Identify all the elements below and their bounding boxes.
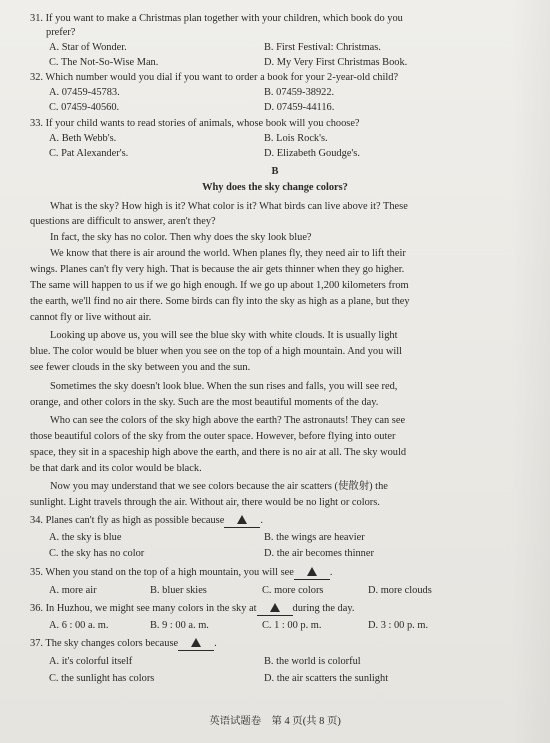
passage-line: orange, and other colors in the sky. Such are the most beautiful moments of the day. (30, 397, 379, 408)
triangle-icon (270, 603, 280, 612)
question-31-cont: prefer? (46, 27, 76, 38)
triangle-icon (237, 515, 247, 524)
question-34-tail: . (260, 515, 263, 526)
question-35 (0, 566, 550, 580)
option-36-d: D. 3 : 00 p. m. (368, 620, 429, 631)
option-32-b: B. 07459-38922. (264, 87, 335, 98)
question-37 (0, 637, 550, 651)
passage-line: blue. The color would be bluer when you see on the top of a high mountain. And you will (30, 346, 403, 357)
passage-line: Now you may understand that we see colors because the air scatters (使散射) the (50, 481, 388, 492)
option-33-b: B. Lois Rock's. (264, 133, 328, 144)
section-letter: B (271, 166, 279, 177)
passage-line: Sometimes the sky doesn't look blue. When the sun rises and falls, you will see red, (50, 381, 398, 392)
passage-line: space, they sit in a spaceship high above the earth, and there is no air at all. The sky would (30, 447, 407, 458)
passage-line: In fact, the sky has no color. Then why does the sky look blue? (50, 232, 312, 243)
question-36 (0, 602, 550, 616)
answer-blank-34 (224, 514, 260, 528)
option-33-c: C. Pat Alexander's. (49, 148, 129, 159)
option-32-d: D. 07459-44116. (264, 102, 335, 113)
option-31-c: C. The Not-So-Wise Man. (49, 57, 159, 68)
option-32-c: C. 07459-40560. (49, 102, 120, 113)
option-31-b: B. First Festival: Christmas. (264, 42, 381, 53)
answer-blank-35 (294, 566, 330, 580)
answer-blank-36 (257, 602, 293, 616)
passage-title: Why does the sky change colors? (202, 182, 348, 193)
passage-line: be that dark and its color would be black. (30, 463, 202, 474)
option-31-d: D. My Very First Christmas Book. (264, 57, 408, 68)
passage-line: wings. Planes can't fly very high. That is because the air gets thinner when they go higher. (30, 264, 405, 275)
question-37-tail: . (214, 638, 217, 649)
option-31-a: A. Star of Wonder. (49, 42, 127, 53)
question-31: 31. If you want to make a Christmas plan together with your children, which book do you (30, 13, 403, 24)
triangle-icon (307, 567, 317, 576)
option-33-d: D. Elizabeth Goudge's. (264, 148, 360, 159)
passage-line: What is the sky? How high is it? What color is it? What birds can live above it? These (50, 201, 408, 212)
question-32: 32. Which number would you dial if you want to order a book for your 2-year-old child? (30, 72, 399, 83)
question-35-stem: 35. When you stand on the top of a high mountain, you will see (30, 567, 294, 578)
option-32-a: A. 07459-45783. (49, 87, 120, 98)
option-35-c: C. more colors (262, 585, 324, 596)
passage-line: The same will happen to us if we go high enough. If we go up about 1,200 kilometers from (30, 280, 409, 291)
option-37-b: B. the world is colorful (264, 656, 361, 667)
question-36-tail: during the day. (292, 603, 355, 614)
passage-line: sunlight. Light travels through the air. Without air, there would be no light or colors. (30, 497, 380, 508)
passage-line: the earth, we'll find no air there. Some birds can fly into the sky as high as a plane, but they (30, 296, 410, 307)
option-35-d: D. more clouds (368, 585, 432, 596)
passage-line: cannot fly or live without air. (30, 312, 152, 323)
question-36-stem: 36. In Huzhou, we might see many colors in the sky at (30, 603, 257, 614)
question-33: 33. If your child wants to read stories of animals, whose book will you choose? (30, 118, 360, 129)
option-37-d: D. the air scatters the sunlight (264, 673, 389, 684)
page-edge-shadow (510, 0, 550, 743)
option-34-c: C. the sky has no color (49, 548, 145, 559)
option-34-a: A. the sky is blue (49, 532, 122, 543)
triangle-icon (191, 638, 201, 647)
option-37-a: A. it's colorful itself (49, 656, 133, 667)
option-33-a: A. Beth Webb's. (49, 133, 117, 144)
passage-line: see fewer clouds in the sky between you and the sun. (30, 362, 251, 373)
option-36-c: C. 1 : 00 p. m. (262, 620, 322, 631)
option-34-b: B. the wings are heavier (264, 532, 365, 543)
passage-line: Who can see the colors of the sky high above the earth? The astronauts! They can see (50, 415, 406, 426)
option-34-d: D. the air becomes thinner (264, 548, 374, 559)
passage-line: We know that there is air around the world. When planes fly, they need air to lift their (50, 248, 406, 259)
question-34 (0, 514, 550, 528)
option-35-a: A. more air (49, 585, 97, 596)
answer-blank-37 (178, 637, 214, 651)
question-34-stem: 34. Planes can't fly as high as possible because (30, 515, 225, 526)
passage-line: those beautiful colors of the sky from the outer space. However, before flying into outer (30, 431, 396, 442)
passage-line: Looking up above us, you will see the blue sky with white clouds. It is usually light (50, 330, 398, 341)
question-35-tail: . (329, 567, 333, 578)
page-footer: 英语试题卷 第 4 页(共 8 页) (209, 716, 341, 727)
passage-line: questions are difficult to answer, aren't they? (30, 216, 216, 227)
option-36-a: A. 6 : 00 a. m. (49, 620, 109, 631)
option-35-b: B. bluer skies (150, 585, 207, 596)
option-36-b: B. 9 : 00 a. m. (150, 620, 209, 631)
question-37-stem: 37. The sky changes colors because (30, 638, 179, 649)
option-37-c: C. the sunlight has colors (49, 673, 155, 684)
